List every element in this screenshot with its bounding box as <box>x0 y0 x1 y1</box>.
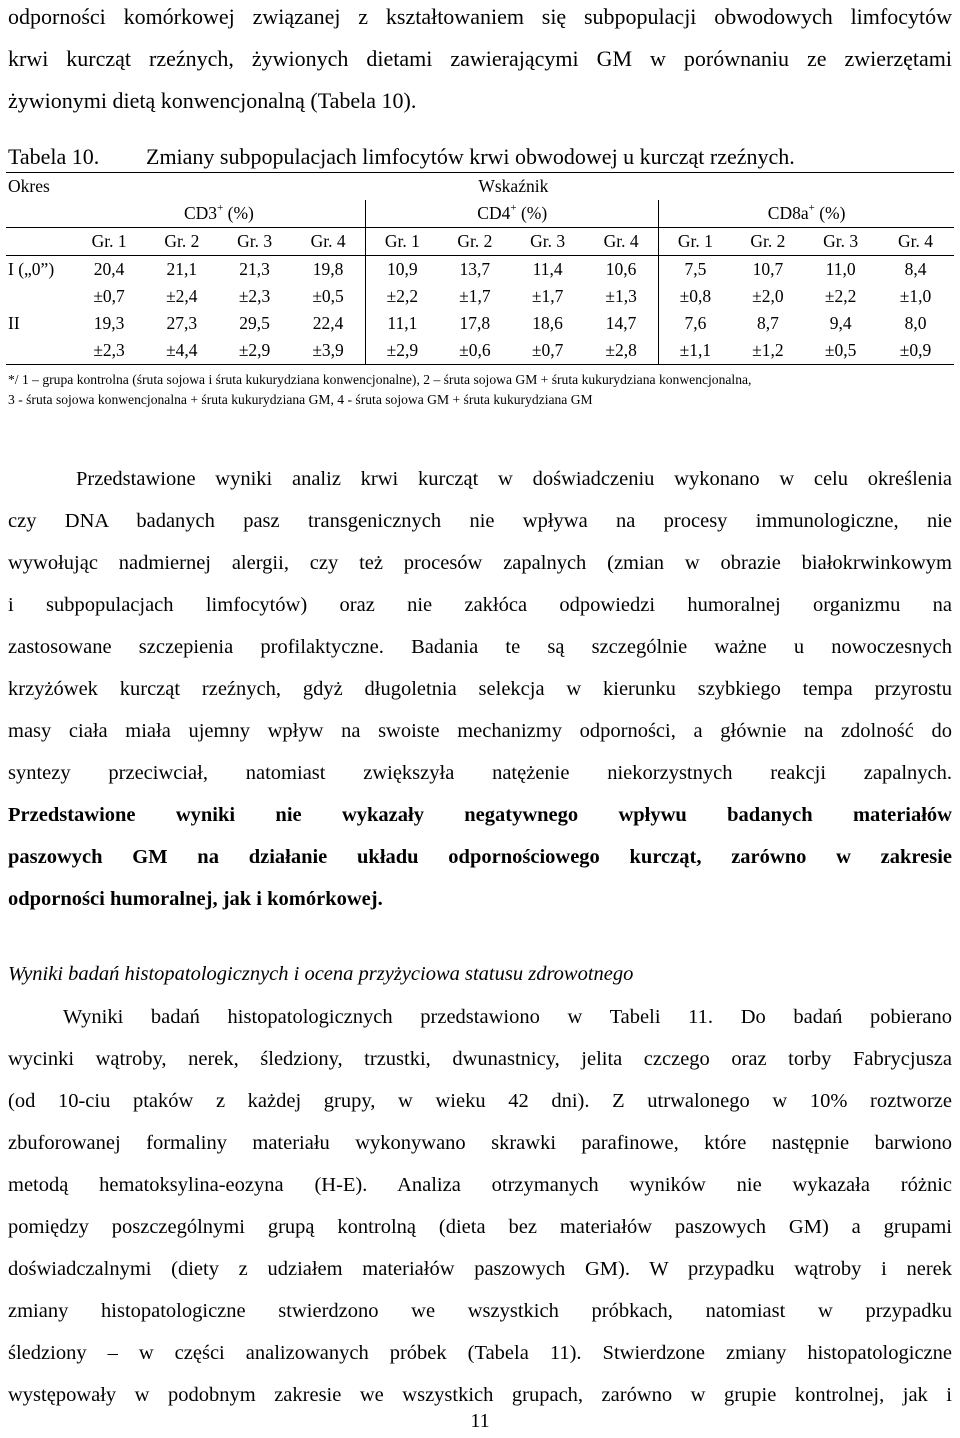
paragraph-line: zastosowane szczepienia profilaktyczne. Badania te są szczególnie ważne u nowoczesnych <box>8 636 952 658</box>
paragraph-line: masy ciała miała ujemny wpływ na swoiste mechanizmy odporności, a głównie na zdolność do <box>8 720 952 742</box>
table-row-period-1-sd <box>6 283 954 310</box>
paragraph-line-bold: odporności humoralnej, jak i komórkowej. <box>8 888 383 910</box>
table-cell: 11,4 <box>511 256 584 284</box>
paragraph-line-bold: paszowych GM na działanie układu odpornościowego kurcząt, zarówno w zakresie <box>8 846 952 868</box>
paragraph-line: czy DNA badanych pasz transgenicznych nie wpływa na procesy immunologiczne, nie <box>8 510 952 532</box>
period-label: II <box>8 313 20 333</box>
table-cell: ±1,7 <box>531 286 564 306</box>
table-cell: 20,4 <box>73 256 146 284</box>
subhead: Gr. 4 <box>584 228 659 256</box>
header-row-1 <box>6 173 954 201</box>
paragraph-line: zmiany histopatologiczne stwierdzono we wszystkich próbkach, natomiast w przypadku <box>8 1300 952 1322</box>
period-label: I („0”) <box>6 256 73 284</box>
table-cell: 19,8 <box>291 256 366 284</box>
subhead: Gr. 2 <box>732 228 805 256</box>
paragraph-line: (od 10-ciu ptaków z każdej grupy, w wieku 42 dni). Z utrwalonego w 10% roztworze <box>8 1090 952 1112</box>
subhead: Gr. 4 <box>877 228 954 256</box>
subhead: Gr. 3 <box>804 228 877 256</box>
table-cell: 7,6 <box>659 310 732 337</box>
table-cell: ±2,0 <box>752 286 784 306</box>
table-cell: 11,1 <box>366 310 439 337</box>
table-row-period-2-mean <box>6 310 954 337</box>
page-number: 11 <box>470 1410 490 1432</box>
table-cell: 8,4 <box>877 256 954 284</box>
lymphocyte-table <box>6 172 954 365</box>
table-row-period-2-sd <box>6 337 954 365</box>
table-cell: ±0,5 <box>312 286 344 306</box>
subhead: Gr. 1 <box>73 228 146 256</box>
subhead: Gr. 1 <box>366 228 439 256</box>
intro-line-3: żywionymi dietą konwencjonalną (Tabela 10). <box>8 88 417 113</box>
table-cell: ±1,0 <box>899 286 932 306</box>
group-header-cd3: CD3+ (%) <box>73 200 366 228</box>
table-footnote <box>8 370 958 410</box>
table-cell: 18,6 <box>532 313 563 333</box>
paragraph-line-bold: Przedstawione wyniki nie wykazały negatywnego wpływu badanych materiałów <box>8 804 952 826</box>
table-cell: 8,7 <box>756 313 779 333</box>
table-cell: ±0,5 <box>804 337 877 365</box>
intro-line-1: odporności komórkowej związanej z kształtowaniem się subpopulacji obwodowych limfocytów <box>8 4 952 29</box>
table-cell: ±2,4 <box>166 286 198 306</box>
table-cell: 19,3 <box>93 313 125 333</box>
table-cell: 10,9 <box>366 256 439 284</box>
table-cell: ±0,9 <box>877 337 954 365</box>
table-title <box>8 143 795 171</box>
subhead: Gr. 4 <box>291 228 366 256</box>
header-row-2 <box>6 200 954 228</box>
table-cell: 11,0 <box>804 256 877 284</box>
table-cell: ±1,3 <box>605 286 637 306</box>
table-cell: ±2,2 <box>824 286 857 306</box>
subhead: Gr. 1 <box>659 228 732 256</box>
table-cell: 17,8 <box>459 313 491 333</box>
paragraph-line: i subpopulacjach limfocytów) oraz nie zakłóca odpowiedzi humoralnej organizmu na <box>8 594 952 616</box>
table-cell: ±2,9 <box>218 337 291 365</box>
footnote-line: 3 - śruta sojowa konwencjonalna + śruta kukurydziana GM, 4 - śruta sojowa GM + śruta kukurydziana GM <box>8 392 593 407</box>
paragraph-line: wycinki wątroby, nerek, śledziony, trzustki, dwunastnicy, jelita czczego oraz torby Fabrycjusza <box>8 1048 952 1070</box>
table-cell: ±3,9 <box>291 337 366 365</box>
paragraph-line: zbuforowanej formaliny materiału wykonywano skrawki parafinowe, które następnie barwiono <box>8 1132 952 1154</box>
paragraph-line: krzyżówek kurcząt rzeźnych, gdyż długoletnia selekcja w kierunku szybkiego tempa przyrostu <box>8 678 952 700</box>
group-header-cd8a: CD8a+ (%) <box>659 200 954 228</box>
table-cell: ±1,7 <box>459 286 491 306</box>
paragraph-line: syntezy przeciwciał, natomiast zwiększyła natężenie niekorzystnych reakcji zapalnych. <box>8 762 952 784</box>
table-cell: ±1,1 <box>659 337 732 365</box>
table-cell: 10,7 <box>732 256 805 284</box>
col-okres-header: Okres <box>6 173 73 201</box>
table-cell: ±4,4 <box>145 337 218 365</box>
paragraph-line: Przedstawione wyniki analiz krwi kurcząt w doświadczeniu wykonano w celu określenia <box>76 468 952 490</box>
table-cell: 27,3 <box>166 313 198 333</box>
group-header-cd4: CD4+ (%) <box>366 200 659 228</box>
paragraph-line: występowały w podobnym zakresie we wszystkich grupach, zarówno w grupie kontrolnej, jak i <box>8 1384 952 1406</box>
table-cell: ±2,2 <box>366 283 439 310</box>
paragraph-line: pomiędzy poszczególnymi grupą kontrolną (dieta bez materiałów paszowych GM) a grupami <box>8 1216 952 1238</box>
intro-line-2: krwi kurcząt rzeźnych, żywionych dietami zawierającymi GM w porównaniu ze zwierzętami <box>8 46 952 71</box>
paragraph-histopathology <box>8 996 952 1416</box>
col-wskaznik-header: Wskaźnik <box>73 173 954 201</box>
table-cell: ±2,8 <box>584 337 659 365</box>
table-cell: 9,4 <box>829 313 852 333</box>
subhead: Gr. 3 <box>218 228 291 256</box>
paragraph-line: wywołując nadmiernej alergii, czy też procesów zapalnych (zmian w obrazie białokrwinkowym <box>8 552 952 574</box>
table-cell: 8,0 <box>904 313 927 333</box>
section-heading: Wyniki badań histopatologicznych i ocena przyżyciowa statusu zdrowotnego <box>8 963 634 985</box>
table-cell: ±0,6 <box>438 337 511 365</box>
table-cell: ±2,3 <box>73 337 146 365</box>
table-cell: ±1,2 <box>732 337 805 365</box>
table-label: Tabela 10. <box>8 144 100 169</box>
subhead: Gr. 3 <box>511 228 584 256</box>
subheader-row <box>6 228 954 256</box>
table-cell: 13,7 <box>438 256 511 284</box>
table-cell: 21,1 <box>145 256 218 284</box>
table-cell: ±0,7 <box>511 337 584 365</box>
paragraph-line: śledziony – w części analizowanych próbek (Tabela 11). Stwierdzone zmiany histopatologiczne <box>8 1342 952 1364</box>
table-cell: 29,5 <box>239 313 270 333</box>
table-row-period-1-mean <box>6 256 954 284</box>
table-cell: ±2,9 <box>366 337 439 365</box>
paragraph-line: metodą hematoksylina-eozyna (H-E). Analiza otrzymanych wyników nie wykazała różnic <box>8 1174 952 1196</box>
paragraph-line: doświadczalnymi (diety z udziałem materiałów paszowych GM). W przypadku wątroby i nerek <box>8 1258 952 1280</box>
table-caption: Zmiany subpopulacjach limfocytów krwi obwodowej u kurcząt rzeźnych. <box>146 144 795 169</box>
paragraph-line: Wyniki badań histopatologicznych przedstawiono w Tabeli 11. Do badań pobierano <box>63 1006 952 1028</box>
footnote-line: */ 1 – grupa kontrolna (śruta sojowa i śruta kukurydziana konwencjonalne), 2 – śruta sojowa GM + śruta kukurydziana konwencjonalna, <box>8 372 752 387</box>
table-cell: 10,6 <box>584 256 659 284</box>
subhead: Gr. 2 <box>438 228 511 256</box>
subhead: Gr. 2 <box>145 228 218 256</box>
table-cell: ±0,8 <box>659 283 732 310</box>
table-cell: 7,5 <box>659 256 732 284</box>
table-cell: ±2,3 <box>238 286 271 306</box>
table-cell: 14,7 <box>605 313 637 333</box>
paragraph-results <box>8 458 952 920</box>
table-cell: 22,4 <box>312 313 344 333</box>
table-cell: ±0,7 <box>93 286 125 306</box>
table-cell: 21,3 <box>218 256 291 284</box>
